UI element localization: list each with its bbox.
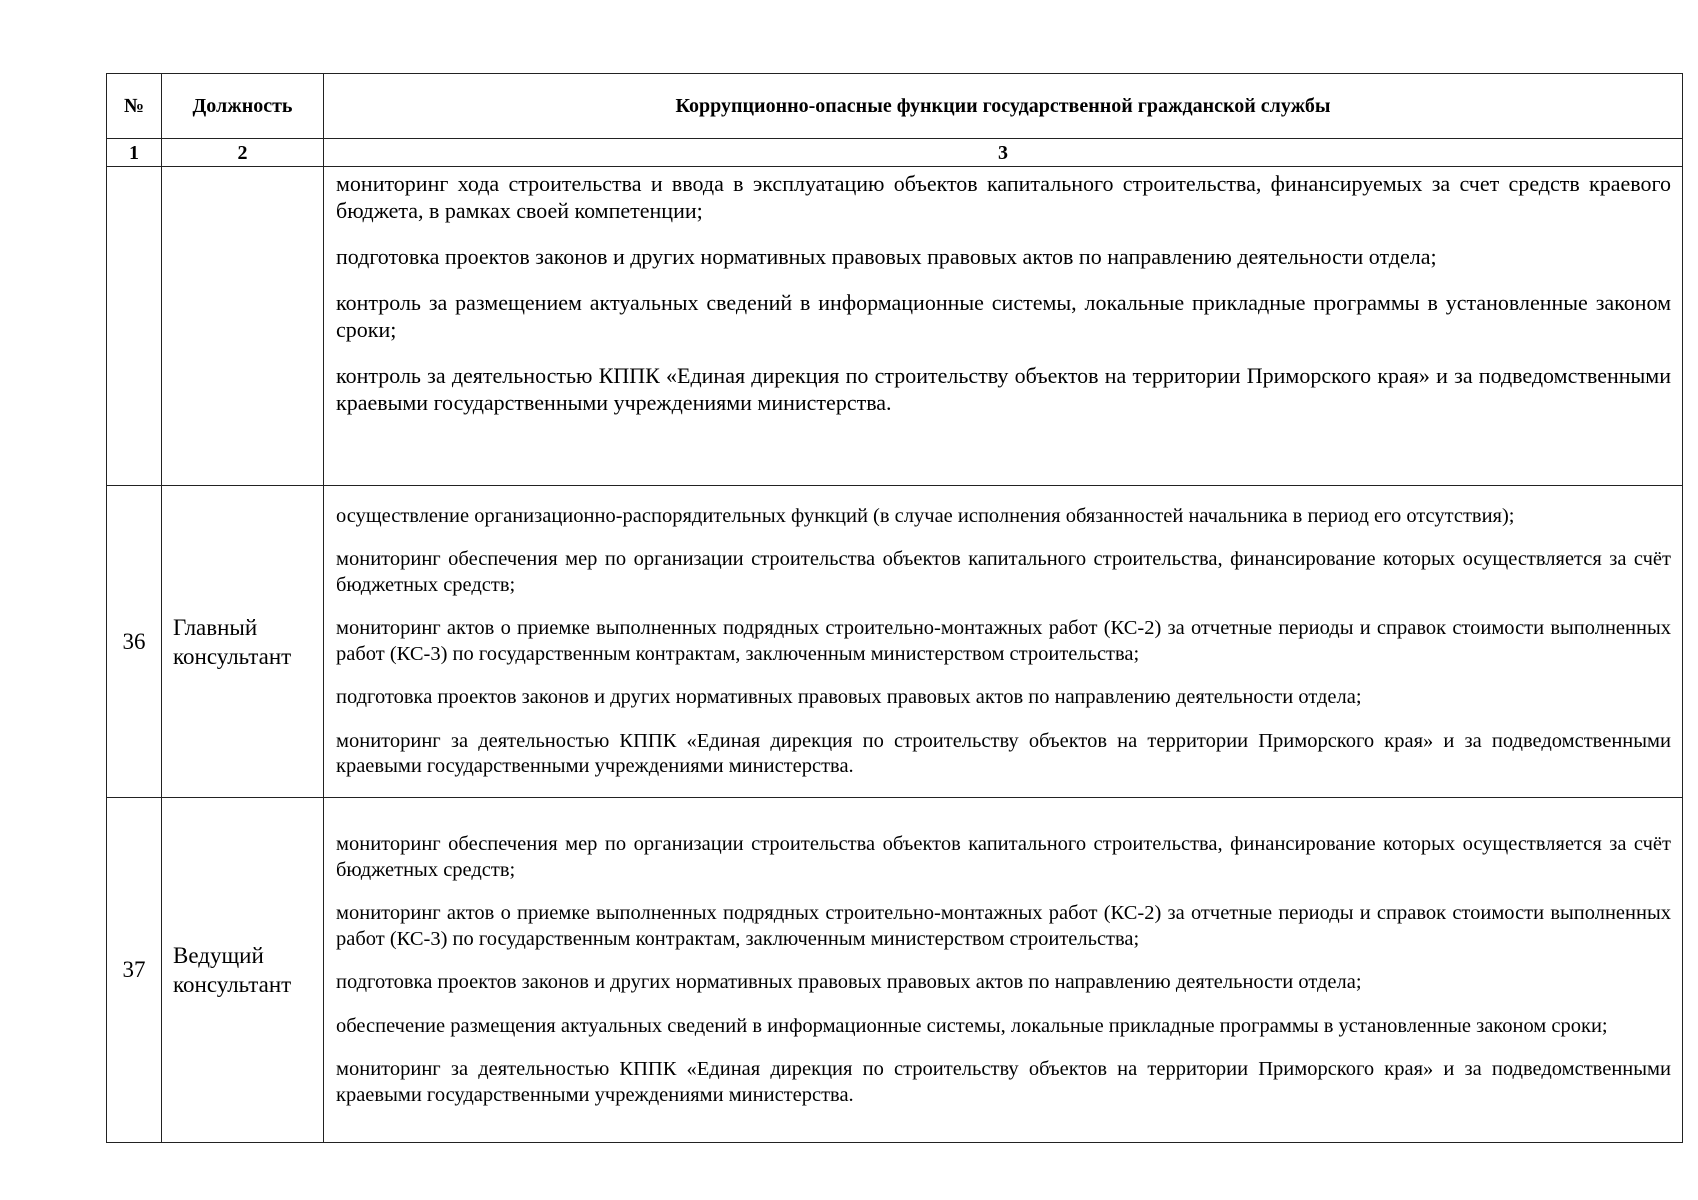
- row-position: Главный консультант: [162, 486, 324, 798]
- function-item: контроль за размещением актуальных сведений в информационные системы, локальные прикладные программы в установленные законом сроки;: [336, 290, 1671, 342]
- function-item: контроль за деятельностью КППК «Единая дирекция по строительству объектов на территории Приморского края» и за подведомственными краевыми государственными учреждениями министерства.: [336, 363, 1671, 415]
- header-position: Должность: [162, 74, 324, 139]
- table-header-row: [107, 74, 1683, 139]
- function-item: мониторинг за деятельностью КППК «Единая дирекция по строительству объектов на территории Приморского края» и за подведомственными краевыми государственными учреждениями министерства.: [336, 1058, 1671, 1106]
- function-item: подготовка проектов законов и других нормативных правовых правовых актов по направлению деятельности отдела;: [336, 244, 1437, 269]
- table-row: [107, 486, 1683, 798]
- row-functions: [324, 486, 1683, 798]
- function-item: мониторинг актов о приемке выполненных подрядных строительно-монтажных работ (КС-2) за отчетные периоды и справок стоимости выполненных работ (КС-3) по государственным контрактам, заключенным министерством строительства;: [336, 617, 1671, 665]
- row-functions: [324, 167, 1683, 486]
- function-item: подготовка проектов законов и других нормативных правовых правовых актов по направлению деятельности отдела;: [336, 971, 1362, 993]
- row-position: Ведущий консультант: [162, 798, 324, 1143]
- function-item: мониторинг за деятельностью КППК «Единая дирекция по строительству объектов на территории Приморского края» и за подведомственными краевыми государственными учреждениями министерства.: [336, 729, 1671, 777]
- table-row: [107, 798, 1683, 1143]
- column-index: 1: [107, 139, 162, 167]
- row-position: [162, 167, 324, 486]
- header-num: №: [107, 74, 162, 139]
- function-item: подготовка проектов законов и других нормативных правовых правовых актов по направлению деятельности отдела;: [336, 686, 1362, 708]
- column-index-row: [107, 139, 1683, 167]
- row-number: 36: [107, 486, 162, 798]
- function-item: осуществление организационно-распорядительных функций (в случае исполнения обязанностей начальника в период его отсутствия);: [336, 504, 1515, 527]
- function-item: мониторинг обеспечения мер по организации строительства объектов капитального строительства, финансирование которых осуществляется за счёт бюджетных средств;: [336, 833, 1671, 881]
- row-number: [107, 167, 162, 486]
- row-number: 37: [107, 798, 162, 1143]
- function-item: мониторинг хода строительства и ввода в эксплуатацию объектов капитального строительства, финансируемых за счет средств краевого бюджета, в рамках своей компетенции;: [336, 171, 1671, 223]
- function-item: мониторинг обеспечения мер по организации строительства объектов капитального строительства, финансирование которых осуществляется за счёт бюджетных средств;: [336, 548, 1671, 596]
- column-index: 3: [324, 139, 1683, 167]
- function-item: мониторинг актов о приемке выполненных подрядных строительно-монтажных работ (КС-2) за отчетные периоды и справок стоимости выполненных работ (КС-3) по государственным контрактам, заключенным министерством строительства;: [336, 902, 1671, 950]
- column-index: 2: [162, 139, 324, 167]
- function-item: обеспечение размещения актуальных сведений в информационные системы, локальные прикладные программы в установленные законом сроки;: [336, 1014, 1608, 1037]
- row-functions: [324, 798, 1683, 1143]
- header-functions: Коррупционно-опасные функции государственной гражданской службы: [324, 74, 1683, 139]
- functions-table: [106, 73, 1683, 1143]
- table-row: [107, 167, 1683, 486]
